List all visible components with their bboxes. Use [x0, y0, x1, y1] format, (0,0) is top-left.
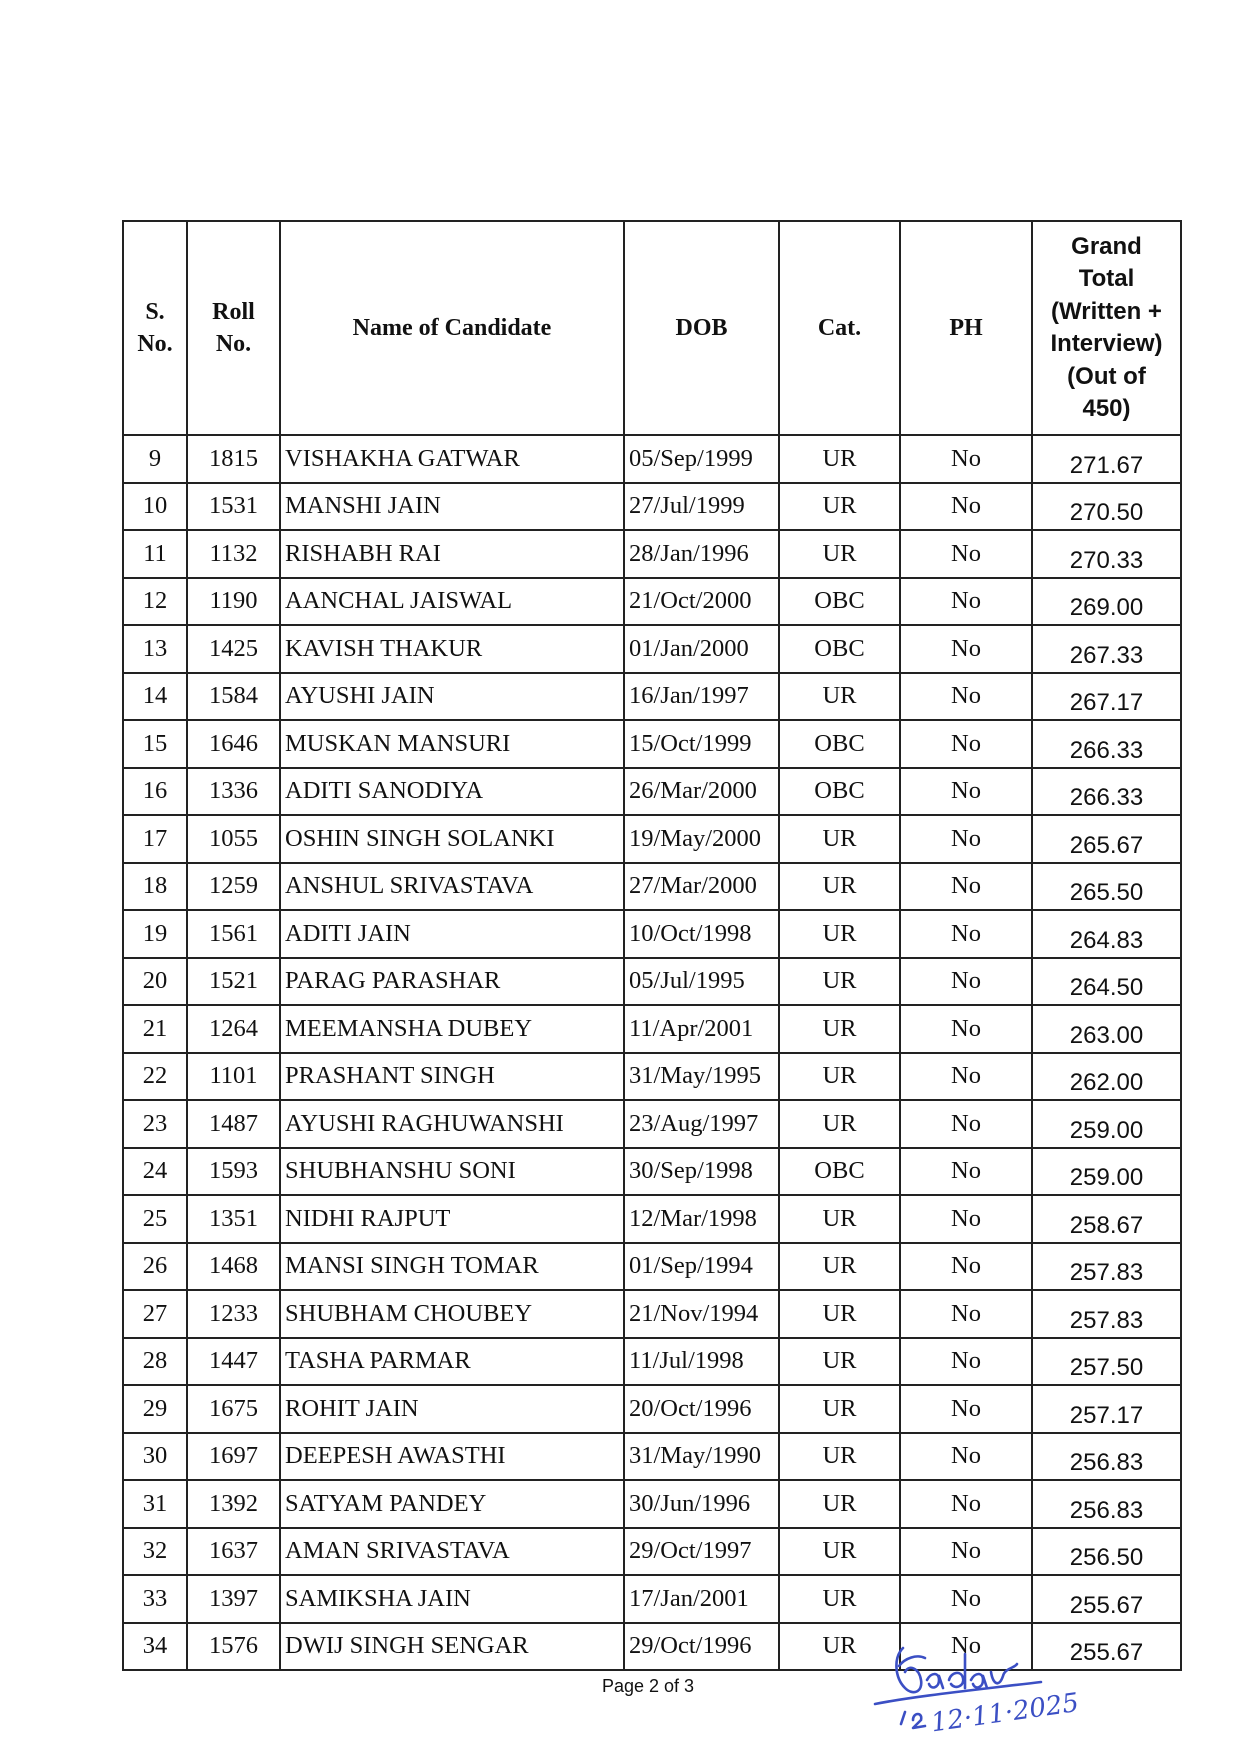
cell-dob: 23/Aug/1997	[624, 1100, 779, 1148]
result-table	[122, 220, 1182, 1671]
cell-roll: 1351	[187, 1195, 280, 1243]
cell-cat: UR	[779, 1243, 900, 1291]
cell-sno: 18	[123, 863, 187, 911]
cell-total: 256.50	[1032, 1528, 1181, 1576]
cell-sno: 23	[123, 1100, 187, 1148]
cell-sno: 21	[123, 1005, 187, 1053]
cell-ph: No	[900, 1100, 1032, 1148]
table-header	[123, 221, 1181, 435]
cell-sno: 28	[123, 1338, 187, 1386]
cell-total: 259.00	[1032, 1148, 1181, 1196]
cell-name: AYUSHI RAGHUWANSHI	[280, 1100, 624, 1148]
cell-total: 257.17	[1032, 1385, 1181, 1433]
cell-cat: UR	[779, 1100, 900, 1148]
cell-dob: 19/May/2000	[624, 815, 779, 863]
cell-total: 256.83	[1032, 1480, 1181, 1528]
cell-dob: 12/Mar/1998	[624, 1195, 779, 1243]
cell-name: ANSHUL SRIVASTAVA	[280, 863, 624, 911]
cell-name: MANSI SINGH TOMAR	[280, 1243, 624, 1291]
cell-sno: 34	[123, 1623, 187, 1671]
cell-total: 271.67	[1032, 435, 1181, 483]
cell-roll: 1675	[187, 1385, 280, 1433]
cell-dob: 11/Jul/1998	[624, 1338, 779, 1386]
cell-ph: No	[900, 720, 1032, 768]
signature-date: 12·11·2025	[929, 1687, 1081, 1738]
cell-name: AMAN SRIVASTAVA	[280, 1528, 624, 1576]
cell-sno: 29	[123, 1385, 187, 1433]
cell-sno: 27	[123, 1290, 187, 1338]
cell-dob: 30/Jun/1996	[624, 1480, 779, 1528]
cell-roll: 1392	[187, 1480, 280, 1528]
cell-sno: 26	[123, 1243, 187, 1291]
cell-name: TASHA PARMAR	[280, 1338, 624, 1386]
cell-sno: 11	[123, 530, 187, 578]
header-roll: Roll No.	[187, 221, 280, 435]
cell-roll: 1593	[187, 1148, 280, 1196]
cell-cat: UR	[779, 1623, 900, 1671]
cell-total: 265.50	[1032, 863, 1181, 911]
cell-cat: OBC	[779, 1148, 900, 1196]
cell-ph: No	[900, 1433, 1032, 1481]
cell-sno: 14	[123, 673, 187, 721]
cell-ph: No	[900, 1385, 1032, 1433]
signature-icon	[865, 1628, 1085, 1738]
cell-cat: UR	[779, 1290, 900, 1338]
cell-sno: 33	[123, 1575, 187, 1623]
cell-name: MEEMANSHA DUBEY	[280, 1005, 624, 1053]
cell-name: AYUSHI JAIN	[280, 673, 624, 721]
cell-cat: UR	[779, 435, 900, 483]
cell-roll: 1233	[187, 1290, 280, 1338]
cell-dob: 31/May/1990	[624, 1433, 779, 1481]
cell-dob: 27/Jul/1999	[624, 483, 779, 531]
header-name: Name of Candidate	[280, 221, 624, 435]
cell-total: 256.83	[1032, 1433, 1181, 1481]
table-row	[123, 578, 1181, 626]
header-grand-total: Grand Total (Written + Interview) (Out of 450)	[1032, 221, 1181, 435]
cell-total: 266.33	[1032, 768, 1181, 816]
cell-roll: 1487	[187, 1100, 280, 1148]
cell-name: PRASHANT SINGH	[280, 1053, 624, 1101]
header-sno: S. No.	[123, 221, 187, 435]
table-row	[123, 1290, 1181, 1338]
cell-name: AANCHAL JAISWAL	[280, 578, 624, 626]
cell-ph: No	[900, 673, 1032, 721]
cell-total: 266.33	[1032, 720, 1181, 768]
cell-cat: UR	[779, 1433, 900, 1481]
table-row	[123, 1575, 1181, 1623]
cell-name: SAMIKSHA JAIN	[280, 1575, 624, 1623]
cell-sno: 12	[123, 578, 187, 626]
cell-sno: 9	[123, 435, 187, 483]
cell-ph: No	[900, 1290, 1032, 1338]
cell-roll: 1584	[187, 673, 280, 721]
table-row	[123, 673, 1181, 721]
cell-cat: UR	[779, 1480, 900, 1528]
cell-cat: UR	[779, 530, 900, 578]
cell-dob: 01/Jan/2000	[624, 625, 779, 673]
table-row	[123, 1385, 1181, 1433]
cell-roll: 1815	[187, 435, 280, 483]
table-row	[123, 1005, 1181, 1053]
table-row	[123, 768, 1181, 816]
header-dob: DOB	[624, 221, 779, 435]
cell-roll: 1468	[187, 1243, 280, 1291]
cell-total: 269.00	[1032, 578, 1181, 626]
cell-dob: 05/Sep/1999	[624, 435, 779, 483]
cell-cat: UR	[779, 1575, 900, 1623]
cell-cat: UR	[779, 863, 900, 911]
cell-total: 270.33	[1032, 530, 1181, 578]
cell-sno: 25	[123, 1195, 187, 1243]
header-cat: Cat.	[779, 221, 900, 435]
cell-dob: 17/Jan/2001	[624, 1575, 779, 1623]
cell-total: 255.67	[1032, 1575, 1181, 1623]
header-row	[123, 221, 1181, 435]
cell-ph: No	[900, 958, 1032, 1006]
cell-cat: UR	[779, 1195, 900, 1243]
table-row	[123, 863, 1181, 911]
cell-roll: 1697	[187, 1433, 280, 1481]
cell-ph: No	[900, 530, 1032, 578]
cell-ph: No	[900, 815, 1032, 863]
cell-name: DWIJ SINGH SENGAR	[280, 1623, 624, 1671]
cell-dob: 16/Jan/1997	[624, 673, 779, 721]
cell-ph: No	[900, 1623, 1032, 1671]
cell-dob: 05/Jul/1995	[624, 958, 779, 1006]
cell-ph: No	[900, 1053, 1032, 1101]
cell-roll: 1101	[187, 1053, 280, 1101]
cell-name: MUSKAN MANSURI	[280, 720, 624, 768]
cell-total: 265.67	[1032, 815, 1181, 863]
cell-dob: 26/Mar/2000	[624, 768, 779, 816]
cell-roll: 1264	[187, 1005, 280, 1053]
cell-cat: UR	[779, 910, 900, 958]
cell-dob: 15/Oct/1999	[624, 720, 779, 768]
cell-ph: No	[900, 1195, 1032, 1243]
cell-ph: No	[900, 1528, 1032, 1576]
cell-cat: OBC	[779, 768, 900, 816]
table-row	[123, 1528, 1181, 1576]
cell-cat: UR	[779, 958, 900, 1006]
cell-sno: 24	[123, 1148, 187, 1196]
cell-cat: OBC	[779, 625, 900, 673]
cell-ph: No	[900, 1338, 1032, 1386]
cell-total: 257.83	[1032, 1290, 1181, 1338]
cell-ph: No	[900, 578, 1032, 626]
cell-cat: UR	[779, 1528, 900, 1576]
cell-roll: 1190	[187, 578, 280, 626]
cell-roll: 1336	[187, 768, 280, 816]
cell-name: KAVISH THAKUR	[280, 625, 624, 673]
cell-name: SHUBHAM CHOUBEY	[280, 1290, 624, 1338]
page-number: Page 2 of 3	[601, 1676, 695, 1696]
cell-roll: 1637	[187, 1528, 280, 1576]
cell-dob: 21/Nov/1994	[624, 1290, 779, 1338]
table-row	[123, 1053, 1181, 1101]
cell-roll: 1259	[187, 863, 280, 911]
cell-name: ADITI JAIN	[280, 910, 624, 958]
cell-roll: 1646	[187, 720, 280, 768]
table-row	[123, 530, 1181, 578]
cell-ph: No	[900, 1243, 1032, 1291]
cell-total: 257.50	[1032, 1338, 1181, 1386]
cell-total: 270.50	[1032, 483, 1181, 531]
cell-sno: 20	[123, 958, 187, 1006]
cell-roll: 1055	[187, 815, 280, 863]
cell-name: PARAG PARASHAR	[280, 958, 624, 1006]
cell-roll: 1132	[187, 530, 280, 578]
cell-cat: UR	[779, 815, 900, 863]
cell-ph: No	[900, 910, 1032, 958]
cell-dob: 10/Oct/1998	[624, 910, 779, 958]
table-row	[123, 910, 1181, 958]
cell-dob: 29/Oct/1997	[624, 1528, 779, 1576]
cell-sno: 17	[123, 815, 187, 863]
cell-sno: 13	[123, 625, 187, 673]
cell-dob: 01/Sep/1994	[624, 1243, 779, 1291]
cell-roll: 1561	[187, 910, 280, 958]
cell-roll: 1397	[187, 1575, 280, 1623]
table-row	[123, 1148, 1181, 1196]
cell-cat: OBC	[779, 720, 900, 768]
cell-roll: 1531	[187, 483, 280, 531]
cell-cat: UR	[779, 1005, 900, 1053]
table-body	[123, 435, 1181, 1670]
cell-total: 267.33	[1032, 625, 1181, 673]
cell-name: SATYAM PANDEY	[280, 1480, 624, 1528]
cell-total: 267.17	[1032, 673, 1181, 721]
cell-total: 259.00	[1032, 1100, 1181, 1148]
cell-sno: 19	[123, 910, 187, 958]
cell-ph: No	[900, 1005, 1032, 1053]
cell-cat: UR	[779, 483, 900, 531]
table-row	[123, 483, 1181, 531]
table-row	[123, 1100, 1181, 1148]
table-row	[123, 1243, 1181, 1291]
cell-sno: 30	[123, 1433, 187, 1481]
cell-name: SHUBHANSHU SONI	[280, 1148, 624, 1196]
cell-total: 263.00	[1032, 1005, 1181, 1053]
cell-dob: 30/Sep/1998	[624, 1148, 779, 1196]
table-row	[123, 815, 1181, 863]
cell-ph: No	[900, 1480, 1032, 1528]
cell-cat: UR	[779, 1053, 900, 1101]
cell-name: ROHIT JAIN	[280, 1385, 624, 1433]
cell-cat: OBC	[779, 578, 900, 626]
table-row	[123, 1195, 1181, 1243]
cell-ph: No	[900, 1148, 1032, 1196]
cell-dob: 20/Oct/1996	[624, 1385, 779, 1433]
cell-name: RISHABH RAI	[280, 530, 624, 578]
cell-total: 255.67	[1032, 1623, 1181, 1671]
cell-cat: UR	[779, 1385, 900, 1433]
cell-name: VISHAKHA GATWAR	[280, 435, 624, 483]
table-row	[123, 720, 1181, 768]
cell-name: ADITI SANODIYA	[280, 768, 624, 816]
table-row	[123, 625, 1181, 673]
cell-total: 264.83	[1032, 910, 1181, 958]
cell-sno: 32	[123, 1528, 187, 1576]
cell-dob: 31/May/1995	[624, 1053, 779, 1101]
cell-total: 264.50	[1032, 958, 1181, 1006]
cell-dob: 28/Jan/1996	[624, 530, 779, 578]
cell-ph: No	[900, 435, 1032, 483]
cell-ph: No	[900, 863, 1032, 911]
table-row	[123, 958, 1181, 1006]
table-row	[123, 1338, 1181, 1386]
cell-ph: No	[900, 1575, 1032, 1623]
cell-ph: No	[900, 768, 1032, 816]
cell-roll: 1521	[187, 958, 280, 1006]
cell-name: MANSHI JAIN	[280, 483, 624, 531]
cell-dob: 27/Mar/2000	[624, 863, 779, 911]
cell-roll: 1425	[187, 625, 280, 673]
cell-sno: 15	[123, 720, 187, 768]
cell-ph: No	[900, 483, 1032, 531]
header-ph: PH	[900, 221, 1032, 435]
cell-sno: 10	[123, 483, 187, 531]
cell-dob: 21/Oct/2000	[624, 578, 779, 626]
cell-total: 257.83	[1032, 1243, 1181, 1291]
table-row	[123, 1480, 1181, 1528]
cell-ph: No	[900, 625, 1032, 673]
cell-roll: 1447	[187, 1338, 280, 1386]
cell-total: 258.67	[1032, 1195, 1181, 1243]
cell-name: DEEPESH AWASTHI	[280, 1433, 624, 1481]
cell-dob: 29/Oct/1996	[624, 1623, 779, 1671]
cell-sno: 22	[123, 1053, 187, 1101]
table-row	[123, 1433, 1181, 1481]
cell-dob: 11/Apr/2001	[624, 1005, 779, 1053]
cell-cat: UR	[779, 673, 900, 721]
cell-name: OSHIN SINGH SOLANKI	[280, 815, 624, 863]
cell-total: 262.00	[1032, 1053, 1181, 1101]
cell-sno: 31	[123, 1480, 187, 1528]
table-row	[123, 435, 1181, 483]
cell-sno: 16	[123, 768, 187, 816]
cell-roll: 1576	[187, 1623, 280, 1671]
cell-cat: UR	[779, 1338, 900, 1386]
cell-name: NIDHI RAJPUT	[280, 1195, 624, 1243]
